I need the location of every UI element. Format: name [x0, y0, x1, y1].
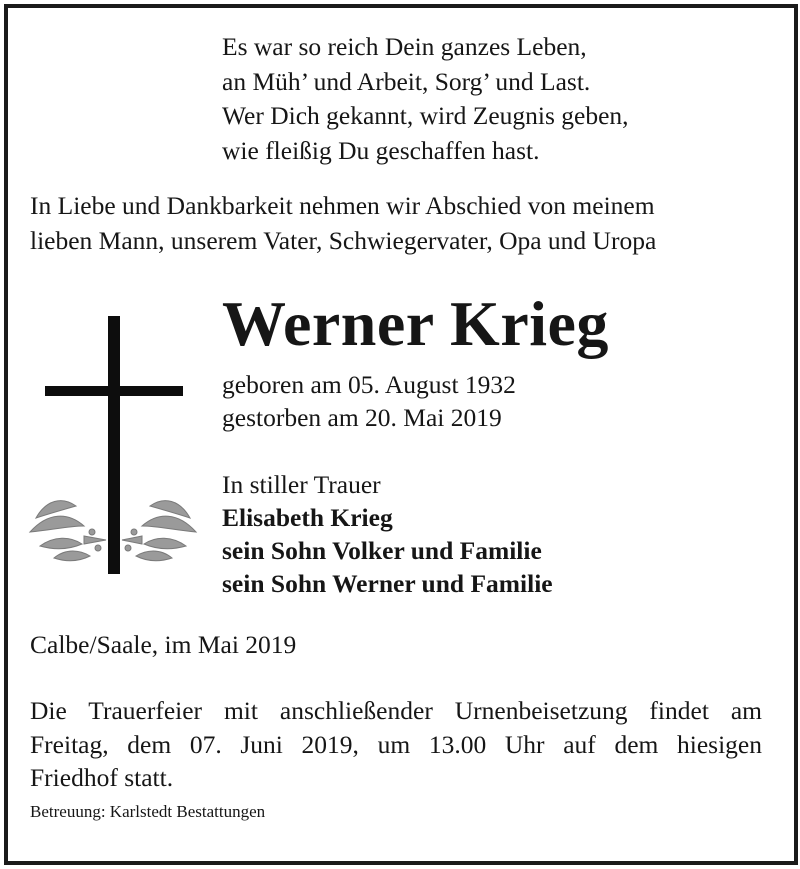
cross-icon [45, 316, 183, 574]
funeral-line: Freitag, dem 07. Juni 2019, um 13.00 Uhr auf dem hiesigen [30, 729, 762, 759]
mourner-name: sein Sohn Werner und Familie [222, 569, 553, 598]
mourner-name: sein Sohn Volker und Familie [222, 536, 542, 565]
intro-line: In Liebe und Dankbarkeit nehmen wir Abschied von meinem [30, 191, 655, 220]
poem-line: Wer Dich gekannt, wird Zeugnis geben, [222, 101, 629, 130]
place-date: Calbe/Saale, im Mai 2019 [30, 630, 297, 659]
poem-line: an Müh’ und Arbeit, Sorg’ und Last. [222, 66, 591, 96]
poem [222, 30, 629, 168]
life-dates [222, 368, 516, 434]
intro-line: lieben Mann, unserem Vater, Schwiegervater, Opa und Uropa [30, 226, 657, 255]
death-date: gestorben am 20. Mai 2019 [222, 403, 502, 432]
mourners-heading: In stiller Trauer [222, 470, 381, 499]
poem-line: wie fleißig Du geschaffen hast. [222, 135, 540, 165]
funeral-notice [30, 694, 762, 795]
funeral-line: Friedhof statt. [30, 763, 174, 792]
birth-date: geboren am 05. August 1932 [222, 370, 516, 399]
mourners [222, 468, 553, 600]
undertaker-credit: Betreuung: Karlstedt Bestattungen [30, 802, 266, 821]
funeral-line: Die Trauerfeier mit anschließender Urnenbeisetzung findet am [30, 696, 762, 725]
cross-with-leaves [18, 300, 208, 580]
intro-text [30, 188, 656, 258]
poem-line: Es war so reich Dein ganzes Leben, [222, 32, 587, 61]
deceased-name: Werner Krieg [222, 288, 609, 359]
mourner-name: Elisabeth Krieg [222, 503, 393, 532]
